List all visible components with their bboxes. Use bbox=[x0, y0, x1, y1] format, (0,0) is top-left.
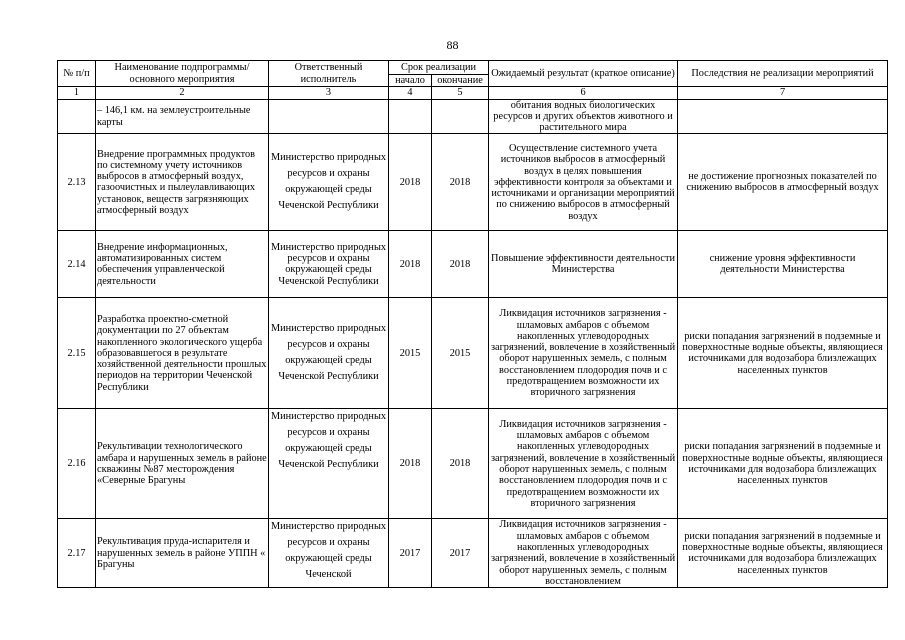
header-executor: Ответственный исполнитель bbox=[269, 61, 389, 87]
column-number-row bbox=[58, 87, 888, 99]
row-start: 2017 bbox=[389, 519, 432, 588]
row-name: Внедрение информационных, автоматизированных систем обеспечения управленческой деятельности bbox=[96, 231, 269, 298]
table-row bbox=[58, 99, 888, 134]
row-start: 2015 bbox=[389, 298, 432, 409]
col-number: 1 bbox=[58, 87, 96, 99]
row-executor: Министерство природных ресурсов и охраны окружающей среды Чеченской Республики bbox=[269, 134, 389, 231]
row-result: Повышение эффективности деятельности Министерства bbox=[489, 231, 678, 298]
row-result: Осуществление системного учета источников выбросов в атмосферный воздух в целях повышения эффективности контроля за объектами и источниками и организации мероприятий по снижению выбросов в атмосферный воздух bbox=[489, 134, 678, 231]
col-number: 4 bbox=[389, 87, 432, 99]
row-start: 2018 bbox=[389, 134, 432, 231]
measures-table bbox=[57, 60, 888, 588]
row-num: 2.13 bbox=[58, 134, 96, 231]
row-num: 2.17 bbox=[58, 519, 96, 588]
row-num bbox=[58, 99, 96, 134]
row-consequences: риски попадания загрязнений в подземные и поверхностные водные объекты, являющиеся источниками для водозабора близлежащих населенных пунктов bbox=[678, 298, 888, 409]
row-consequences: не достижение прогнозных показателей по снижению выбросов в атмосферный воздух bbox=[678, 134, 888, 231]
row-name: Рекультивация пруда-испарителя и нарушенных земель в районе УППН « Брагуны bbox=[96, 519, 269, 588]
row-result: обитания водных биологических ресурсов и других объектов животного и растительного мира bbox=[489, 99, 678, 134]
row-name: Внедрение программных продуктов по системному учету источников выбросов в атмосферный воздух, газоочистных и пылеулавливающих установок, веществ загрязняющих атмосферный воздух bbox=[96, 134, 269, 231]
row-consequences bbox=[678, 99, 888, 134]
row-end: 2015 bbox=[432, 298, 489, 409]
row-start bbox=[389, 99, 432, 134]
header-end: окончание bbox=[432, 75, 489, 87]
row-end bbox=[432, 99, 489, 134]
page-number: 88 bbox=[446, 38, 459, 52]
table-row bbox=[58, 134, 888, 231]
row-num: 2.16 bbox=[58, 409, 96, 519]
row-end: 2018 bbox=[432, 231, 489, 298]
header-row-1 bbox=[58, 61, 888, 75]
row-name: Рекультивации технологического амбара и нарушенных земель в районе скважины №87 месторождения «Северные Брагуны bbox=[96, 409, 269, 519]
col-number: 7 bbox=[678, 87, 888, 99]
row-num: 2.14 bbox=[58, 231, 96, 298]
row-executor: Министерство природных ресурсов и охраны окружающей среды Чеченской Республики bbox=[269, 231, 389, 298]
row-executor: Министерство природных ресурсов и охраны окружающей среды Чеченской bbox=[269, 519, 389, 588]
col-number: 2 bbox=[96, 87, 269, 99]
header-consequences: Последствия не реализации мероприятий bbox=[678, 61, 888, 87]
table-row bbox=[58, 409, 888, 519]
header-name: Наименование подпрограммы/ основного мероприятия bbox=[96, 61, 269, 87]
row-num: 2.15 bbox=[58, 298, 96, 409]
col-number: 3 bbox=[269, 87, 389, 99]
row-start: 2018 bbox=[389, 409, 432, 519]
row-end: 2018 bbox=[432, 409, 489, 519]
table-row bbox=[58, 298, 888, 409]
row-executor: Министерство природных ресурсов и охраны окружающей среды Чеченской Республики bbox=[269, 409, 389, 519]
header-num: № п/п bbox=[58, 61, 96, 87]
row-consequences: риски попадания загрязнений в подземные и поверхностные водные объекты, являющиеся источниками для водозабора близлежащих населенных пунктов bbox=[678, 409, 888, 519]
row-name: Разработка проектно-сметной документации по 27 объектам накопленного экологического ущерба образовавшегося в результате хозяйственной деятельности прошлых периодов на территории Чеченской Республики bbox=[96, 298, 269, 409]
col-number: 5 bbox=[432, 87, 489, 99]
row-executor: Министерство природных ресурсов и охраны окружающей среды Чеченской Республики bbox=[269, 298, 389, 409]
header-term: Срок реализации bbox=[389, 61, 489, 75]
row-result: Ликвидация источников загрязнения - шламовых амбаров с объемом накопленных углеводородных загрязнений, вовлечение в хозяйственный оборот нарушенных земель, с полным восстановлением плодородия почв и с предотвращением возможности их вторичного загрязнения bbox=[489, 409, 678, 519]
row-consequences: снижение уровня эффективности деятельности Министерства bbox=[678, 231, 888, 298]
row-start: 2018 bbox=[389, 231, 432, 298]
table-row bbox=[58, 519, 888, 588]
header-result: Ожидаемый результат (краткое описание) bbox=[489, 61, 678, 87]
table-row bbox=[58, 231, 888, 298]
row-result: Ликвидация источников загрязнения - шламовых амбаров с объемом накопленных углеводородных загрязнений, вовлечение в хозяйственный оборот нарушенных земель, с полным восстановлением bbox=[489, 519, 678, 588]
row-end: 2017 bbox=[432, 519, 489, 588]
col-number: 6 bbox=[489, 87, 678, 99]
row-end: 2018 bbox=[432, 134, 489, 231]
row-name: – 146,1 км. на землеустроительные карты bbox=[96, 99, 269, 134]
row-result: Ликвидация источников загрязнения - шламовых амбаров с объемом накопленных углеводородных загрязнений, вовлечение в хозяйственный оборот нарушенных земель, с полным восстановлением плодородия почв и с предотвращением возможности их вторичного загрязнения bbox=[489, 298, 678, 409]
row-executor bbox=[269, 99, 389, 134]
row-consequences: риски попадания загрязнений в подземные и поверхностные водные объекты, являющиеся источниками для водозабора близлежащих населенных пунктов bbox=[678, 519, 888, 588]
header-start: начало bbox=[389, 75, 432, 87]
